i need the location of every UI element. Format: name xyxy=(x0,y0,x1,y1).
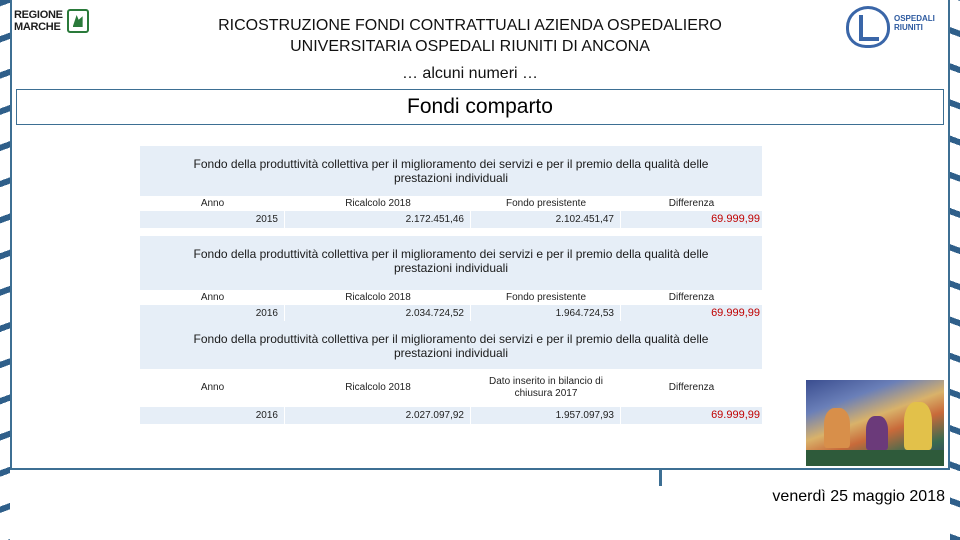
header-differenza: Differenza xyxy=(621,196,762,211)
painting-ground xyxy=(806,450,944,466)
frame-tick xyxy=(659,468,662,486)
cell-anno: 2015 xyxy=(140,211,285,228)
header-fondo-presistente: Fondo presistente xyxy=(471,196,621,211)
fund-title-line2: prestazioni individuali xyxy=(393,261,509,275)
header-anno: Anno xyxy=(140,290,285,305)
table-header-row xyxy=(140,290,762,305)
cell-anno: 2016 xyxy=(140,407,285,424)
painting-figure xyxy=(904,402,932,450)
header-differenza: Differenza xyxy=(621,290,762,305)
cell-fondo-presistente: 1.964.724,53 xyxy=(471,305,621,322)
fund-title-line2: prestazioni individuali xyxy=(393,171,509,185)
cell-differenza: 69.999,99 xyxy=(621,407,762,424)
ospedali-logo-line2: RIUNITI xyxy=(894,23,923,32)
section-title: Fondi comparto xyxy=(407,95,553,118)
decorative-painting xyxy=(806,380,944,466)
table-header-row xyxy=(140,369,762,407)
ospedali-riuniti-logo xyxy=(846,4,946,50)
fund-table-title xyxy=(140,321,762,369)
cell-differenza: 69.999,99 xyxy=(621,211,762,228)
slide-date: venerdì 25 maggio 2018 xyxy=(772,488,945,505)
cell-anno: 2016 xyxy=(140,305,285,322)
page-subtitle: … alcuni numeri … xyxy=(401,65,539,82)
fund-table-2016 xyxy=(140,236,762,322)
table-header-row xyxy=(140,196,762,211)
header-ricalcolo: Ricalcolo 2018 xyxy=(285,290,471,305)
ospedali-logo-line1: OSPEDALI xyxy=(894,14,935,23)
page-title-line1: RICOSTRUZIONE FONDI CONTRATTUALI AZIENDA OSPEDALIERO xyxy=(218,17,722,34)
header-dato-bilancio: Dato inserito in bilancio di chiusura 2017 xyxy=(471,369,621,407)
cell-dato-bilancio: 1.957.097,93 xyxy=(471,407,621,424)
fund-title-line1: Fondo della produttività collettiva per il miglioramento dei servizi e per il premio della qualità delle xyxy=(193,247,709,261)
painting-figure xyxy=(824,408,850,448)
header-anno: Anno xyxy=(140,196,285,211)
fund-table-title xyxy=(140,236,762,290)
header-anno: Anno xyxy=(140,369,285,407)
header-fondo-presistente: Fondo presistente xyxy=(471,290,621,305)
fund-title-line2: prestazioni individuali xyxy=(393,346,509,360)
regione-emblem-icon xyxy=(67,9,89,33)
table-row xyxy=(140,305,762,322)
left-decorative-stripe xyxy=(0,0,10,540)
section-header xyxy=(16,89,944,125)
ospedali-seal-icon xyxy=(846,6,890,48)
painting-figure xyxy=(866,416,888,450)
cell-differenza: 69.999,99 xyxy=(621,305,762,322)
cell-fondo-presistente: 2.102.451,47 xyxy=(471,211,621,228)
ospedali-wordmark xyxy=(894,14,935,32)
regione-marche-wordmark xyxy=(14,9,63,33)
regione-marche-logo xyxy=(14,5,98,37)
fund-table-2015 xyxy=(140,146,762,228)
page-title-line2: UNIVERSITARIA OSPEDALI RIUNITI DI ANCONA xyxy=(290,38,650,55)
header-ricalcolo: Ricalcolo 2018 xyxy=(285,196,471,211)
table-row xyxy=(140,211,762,228)
header-ricalcolo: Ricalcolo 2018 xyxy=(285,369,471,407)
right-decorative-stripe xyxy=(950,0,960,540)
header-differenza: Differenza xyxy=(621,369,762,407)
fund-title-line1: Fondo della produttività collettiva per il miglioramento dei servizi e per il premio della qualità delle xyxy=(193,157,709,171)
page-title xyxy=(170,15,770,57)
fund-table-title xyxy=(140,146,762,196)
cell-ricalcolo: 2.027.097,92 xyxy=(285,407,471,424)
fund-table-2016-bilancio xyxy=(140,321,762,424)
fund-title-line1: Fondo della produttività collettiva per il miglioramento dei servizi e per il premio della qualità delle xyxy=(193,332,709,346)
regione-logo-line2: MARCHE xyxy=(14,21,61,33)
cell-ricalcolo: 2.034.724,52 xyxy=(285,305,471,322)
table-row xyxy=(140,407,762,424)
regione-logo-line1: REGIONE xyxy=(14,9,63,21)
cell-ricalcolo: 2.172.451,46 xyxy=(285,211,471,228)
